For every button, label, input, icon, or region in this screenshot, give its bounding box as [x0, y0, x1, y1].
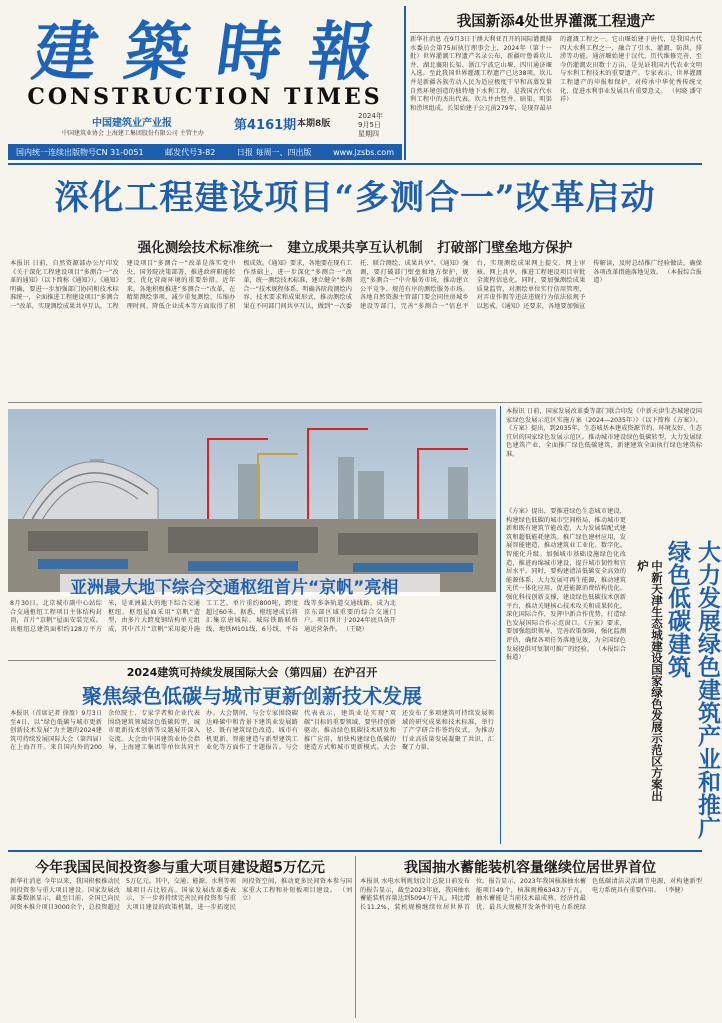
masthead-logo: [8, 6, 400, 88]
bar-frequency: 日报 每周一、四出版: [236, 147, 312, 157]
main-article-body: 本报讯 日前，自然资源部办公厅印发《关于深化工程建设项目“多测合一”改革的通知》（以下简称《通知》）。《通知》明确，要进一步加强部门协同和技术标准统一，全面推进工程建设项目“多测合一”改革，实现测绘成果共享互认。工程建设项目“多测合一”改革是落实党中央、国务院决策部署，推进政府职能转变、优化营商环境的重要举措。近年来，各地积极推进“多测合一”改革，在精简测绘事项、减少重复测绘、压缩办理时间、降低企业成本等方面取得了积极成效。《通知》要求，各地要在现有工作基础上，进一步深化“多测合一”改革，统一测绘技术标准，建立健全“多测合一”技术规程体系，明确各阶段测绘内容、技术要求和成果形式，推动测绘成果在不同部门间共享互认，做到“一次委托、联合测绘、成果共享”。《通知》强调，要打破部门壁垒和地方保护，规范“多测合一”中介服务市场，推动建立公平竞争、规范有序的测绘服务市场。各地自然资源主管部门要会同住房城乡建设等部门，完善“多测合一”信息平台，实现测绘成果网上提交、网上审核、网上共享，推进工程建设项目审批全流程信息化。同时，要加强测绘成果质量监管，对测绘单位实行信用管理，对弄虚作假等违法违规行为依法依规予以惩戒。《通知》还要求，各地要加强宣传解读，及时总结推广经验做法，确保各项改革措施落地见效。 （本报综合报道）: [10, 260, 702, 310]
column-divider: [355, 856, 356, 1018]
main-headline: 深化工程建设项目“多测合一”改革启动: [54, 178, 656, 218]
rule: [8, 402, 702, 403]
forum-kicker: 2024建筑可持续发展国际大会（第四届）在沪召开: [126, 666, 378, 679]
forum-article-body: 本报讯（首席记者 徐盈）9月3日至4日，以“绿色低碳与城市更新创新技术发展”为主题的2024建筑可持续发展国际大会（第四届）在上海召开。来自国内外的200余位院士、专家学者和企业代表围绕建筑领域绿色低碳转型、城市更新技术创新等议题展开深入交流。大会由中国建筑业协会指导，上海建工集团等单位共同主办。大会期间，与会专家围绕碳达峰碳中和背景下建筑业发展路径、既有建筑绿色改造、城市有机更新、智能建造与新型建筑工业化等方面作了主题报告。与会代表表示，建筑业是实现“双碳”目标的重要领域，要坚持创新驱动，推动绿色低碳技术研发和推广应用，加快构建绿色低碳的建造方式和城市更新模式。大会还发布了多项建筑可持续发展领域的研究成果和技术标准，举行了产学研合作签约仪式，为推动行业高质量发展凝聚了共识、汇聚了力量。: [10, 710, 494, 752]
hub-construction-photo: [8, 409, 496, 592]
photo-article-body: 8月30日，北京城市副中心站综合交通枢纽工程项目主体结构封顶，首片“京帆”屋面安装完成。该枢纽总建筑面积约128万平方米，是亚洲最大的地下综合交通枢纽。枢纽屋面采用“京帆”造型，由多片大跨度钢结构单元组成，其中首片“京帆”采用提升施工工艺，单片重约800吨，跨度超过60米。据悉，枢纽建成后将汇集京唐城际、城际铁路联络线、地铁M101线、6号线、平谷线等多条轨道交通线路，成为北京东部区域重要的综合交通门户。项目预计于2024年底具备开通运营条件。 （王晓）: [10, 600, 396, 633]
forum-headline: 聚焦绿色低碳与城市更新创新技术发展: [82, 684, 422, 708]
top-news-title: 我国新添4处世界灌溉工程遗产: [456, 14, 656, 30]
masthead-bar: [8, 144, 402, 160]
top-news-byline: （何晓 潘守祥）: [560, 87, 703, 104]
issue-date: 2024年 9月5日 星期四: [358, 112, 383, 138]
page-count: 本期8版: [297, 119, 331, 129]
green-article-lead: 本报讯 日前，国家发展改革委等部门联合印发《中新天津生态城建设国家绿色发展示范区实施方案（2024—2035年）》（以下简称《方案》）。《方案》提出，到2035年，生态城基本建成资源节约、环境友好、生态宜居的国家绿色发展示范区。推动城市建设绿色低碳转型，大力发展绿色建筑产业，全面推广绿色低碳建筑，新建建筑全面执行绿色建筑标准。: [506, 408, 702, 458]
section-rule: [8, 163, 702, 165]
pumped-storage-headline: 我国抽水蓄能装机容量继续位居世界首位: [404, 860, 656, 876]
pumped-storage-body: 本报讯 水电水利规划设计总院日前发布的报告显示，截至2023年底，我国抽水蓄能装机容量达到5094万千瓦，同比增长11.2%，装机规模继续位居世界首位。报告显示，2023年我国核准抽水蓄能项目49个，核准规模6343万千瓦。抽水蓄能是当前技术最成熟、经济性最优、最具大规模开发条件的电力系统绿色低碳清洁灵活调节电源，对构建新型电力系统具有重要作用。 （李健）: [360, 878, 702, 911]
section-rule: [8, 850, 702, 852]
issue-number: 第4161期: [234, 118, 297, 133]
column-divider: [500, 406, 501, 844]
main-byline: （本报综合报道）: [593, 268, 702, 285]
sponsor: 中国建筑业产业报: [92, 118, 172, 129]
rule: [410, 32, 702, 33]
column-divider: [404, 6, 406, 160]
masthead-char: 建: [27, 15, 103, 90]
website-link[interactable]: www.jzsbs.com: [333, 147, 394, 157]
top-news-body: 新华社消息 在9月3日于澳大利亚召开的国际灌溉排水委员会第75届执行理事会上，2024年（第十一批）世界灌溉工程遗产名录公布，新疆叶鲁番坎儿井、湖北襄阳长渠、浙江宁波它山堰、四川通济堰入选。至此我国世界灌溉工程遗产已达38项。坎儿井是新疆各族劳动人民为适应极度干旱和高蒸发量自然环境创造的独特地下水利工程，是我国古代水利工程中的杰出代表。坎儿井由竖井、暗渠、明渠和涝坝组成。长渠始建于公元前279年，是现存最早的灌溉工程之一。它山堰始建于唐代，是我国古代四大水利工程之一，融合了引水、灌溉、防洪、排涝等功能。通济堰始建于汉代，历代维修完善，至今仍灌溉农田数十万亩，是见证我国古代农业文明与水利工程技术的重要遗产。专家表示，世界灌溉工程遗产的申报和保护，对传承中华优秀传统文化、促进水利事业发展具有重要意义。 （何晓 潘守祥）: [410, 36, 703, 112]
masthead-char: 築: [119, 15, 195, 90]
masthead-char: 報: [303, 15, 379, 90]
green-article-subheadline: 中新天津生态城建设国家绿色发展示范区方案出炉: [636, 560, 664, 802]
green-article-byline: （本报综合报道）: [506, 645, 627, 662]
masthead-char: 時: [211, 15, 287, 90]
photo-caption: 亚洲最大地下综合交通枢纽首片“京帆”亮相: [60, 574, 440, 596]
masthead-english: CONSTRUCTION TIMES: [27, 84, 383, 110]
bar-post-code: 邮发代号3-82: [165, 147, 216, 157]
rule: [8, 660, 496, 661]
investment-body: 新华社消息 今年以来，我国积极推动民间投资参与重大项目建设。国家发展改革委数据显示，截至目前，全国已向民间资本推介项目3000余个，总投资超过5万亿元。其中，交通、能源、水利等领域项目占比较高。国家发展改革委表示，下一步将持续完善民间投资参与重大项目建设的政策机制，进一步拓宽民间投资空间，推动更多民间资本参与国家重大工程和补短板项目建设。 （刘立）: [10, 878, 353, 911]
construction-site-image: [8, 409, 496, 592]
bar-issn: 国内统一连续出版物号CN 31-0051: [16, 147, 144, 157]
masthead-info: [12, 112, 402, 142]
sponsor-sub: 中国建筑业协会 上海建工集团股份有限公司 主管主办: [62, 130, 204, 137]
photo-byline: （王晓）: [343, 625, 368, 633]
investment-headline: 今年我国民间投资参与重大项目建设超5万亿元: [35, 860, 325, 876]
pumped-storage-byline: （李健）: [662, 886, 687, 894]
investment-byline: （刘立）: [242, 886, 353, 903]
green-article-headline: 大力发展绿色建筑产业和推广绿色低碳建筑: [664, 540, 720, 839]
green-article-body: 《方案》提出，要推进绿色生态城市建设，构建绿色低碳的城市空间格局，推动城市更新和既有建筑节能改造，大力发展装配式建筑和超低能耗建筑。推广绿色建材应用，发展智能建造，推动建筑业工业化、数字化、智能化升级。加强城市基础设施绿色化改造，推进海绵城市建设，提升城市韧性和宜居水平。同时，要构建清洁低碳安全高效的能源体系，大力发展可再生能源，推动建筑光伏一体化应用，促进能源消费结构优化。强化科技创新支撑，建设绿色低碳技术创新平台，推动关键核心技术攻关和成果转化。深化国际合作，发挥中新合作优势，打造绿色发展国际合作示范窗口。《方案》要求，要加强组织领导，完善政策保障，强化监测评估，确保各项任务落地见效，为全国绿色发展提供可复制可推广的经验。 （本报综合报道）: [506, 508, 627, 662]
main-subhead: 强化测绘技术标准统一 建立成果共享互认机制 打破部门壁垒地方保护: [137, 240, 573, 256]
